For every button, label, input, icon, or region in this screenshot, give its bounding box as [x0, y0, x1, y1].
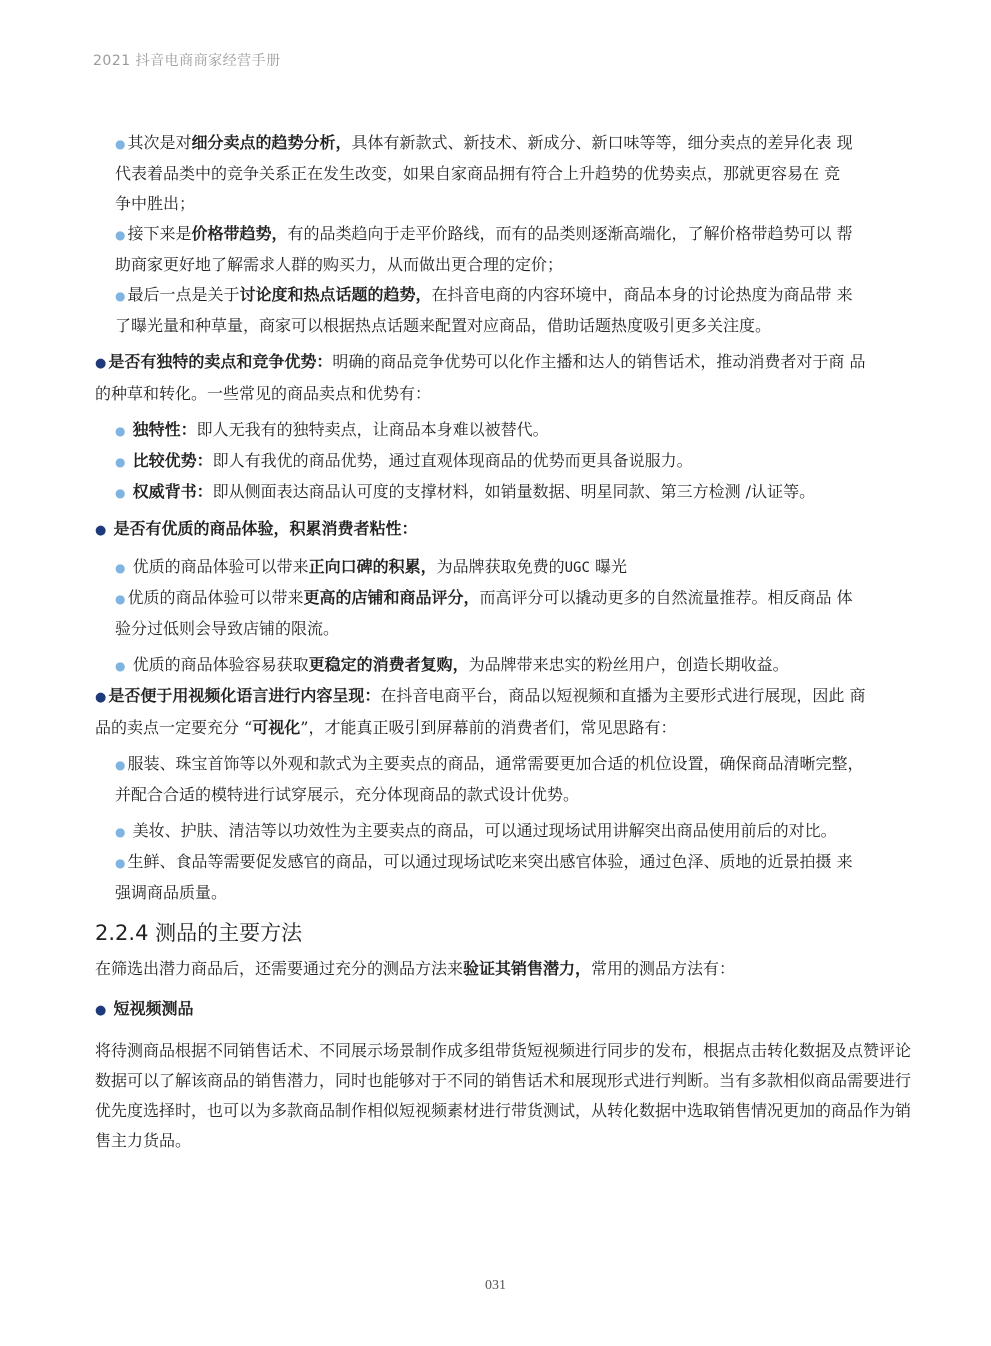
bullet-icon: ●	[115, 592, 126, 606]
running-header: 2021 抖音电商商家经营手册	[93, 53, 281, 69]
text: 在筛选出潜力商品后，还需要通过充分的测品方法来	[95, 959, 464, 978]
bullet-icon: ●	[95, 356, 107, 371]
text: 明确的商品竞争优势可以化作主播和达人的销售话术，推动消费者对于商 品	[332, 352, 866, 371]
text: 有的品类趋向于走平价路线，而有的品类则逐渐高端化，了解价格带趋势可以 帮	[287, 224, 853, 243]
bold-text: 可视化	[252, 718, 301, 737]
bullet-icon: ●	[95, 690, 107, 705]
bold-text: 是否有独特的卖点和竞争优势：	[108, 352, 333, 371]
bold-text: 更稳定的消费者复购，	[308, 655, 469, 674]
list-item	[115, 219, 920, 250]
bold-text: 权威背书：	[132, 482, 213, 501]
text: 常用的测品方法有：	[591, 959, 736, 978]
advantage-list	[95, 415, 920, 508]
text: 即从侧面表达商品认可度的支撑材料，如销量数据、明星同款、第三方检测 /认证等。	[212, 482, 816, 501]
bold-text: 细分卖点的趋势分析，	[191, 133, 352, 152]
text: 为品牌获取免费的	[436, 557, 565, 576]
bold-text: 短视频测品	[113, 999, 194, 1018]
text: 优质的商品体验容易获取	[132, 655, 309, 674]
bullet-icon: ●	[115, 455, 126, 469]
video-list	[95, 749, 920, 908]
text: 而高评分可以撬动更多的自然流量推荐。相反商品 体	[479, 588, 853, 607]
text-line: 的种草和转化。一些常见的商品卖点和优势有：	[95, 384, 432, 403]
page-body	[95, 128, 920, 1156]
text: ”，才能真正吸引到屏幕前的消费者们，常见思路有：	[300, 718, 677, 737]
text: 曝光	[595, 557, 628, 576]
text-line: 验分过低则会导致店铺的限流。	[115, 619, 340, 638]
bullet-icon: ●	[95, 1003, 107, 1018]
text-line: 争中胜出；	[115, 194, 196, 213]
list-item	[95, 347, 920, 379]
text: 即人无我有的独特卖点，让商品本身难以被替代。	[196, 420, 549, 439]
text: 在抖音电商的内容环境中，商品本身的讨论热度为商品带 来	[431, 285, 853, 304]
list-item	[115, 847, 920, 878]
bullet-icon: ●	[115, 825, 126, 839]
bold-text: 是否有优质的商品体验，积累消费者粘性：	[113, 519, 418, 538]
text-line: 强调商品质量。	[115, 883, 228, 902]
text: 即人有我优的商品优势，通过直观体现商品的优势而更具备说服力。	[212, 451, 693, 470]
list-item	[115, 583, 920, 614]
bold-text: 验证其销售潜力，	[463, 959, 592, 978]
bullet-icon: ●	[115, 561, 126, 575]
text-line: 并配合合适的模特进行试穿展示，充分体现商品的款式设计优势。	[115, 785, 580, 804]
text: 品的卖点一定要充分 “	[95, 718, 253, 737]
list-item	[115, 816, 920, 847]
text: 为品牌带来忠实的粉丝用户，创造长期收益。	[468, 655, 789, 674]
list-item	[115, 650, 920, 681]
text: UGC	[564, 560, 590, 576]
text-line: 了曝光量和种草量，商家可以根据热点话题来配置对应商品，借助话题热度吸引更多关注度。	[115, 316, 772, 335]
list-item	[95, 514, 920, 546]
bold-text: 价格带趋势，	[191, 224, 288, 243]
list-item	[115, 446, 920, 477]
bullet-icon: ●	[115, 289, 126, 303]
experience-list	[95, 552, 920, 681]
text: 最后一点是关于	[127, 285, 240, 304]
bullet-icon: ●	[115, 856, 126, 870]
text-line: 助商家更好地了解需求人群的购买力，从而做出更合理的定价；	[115, 255, 564, 274]
bold-text: 独特性：	[132, 420, 197, 439]
text: 具体有新款式、新技术、新成分、新口味等等，细分卖点的差异化表 现	[351, 133, 853, 152]
list-item	[95, 681, 920, 713]
bullet-icon: ●	[115, 486, 126, 500]
bold-text: 正向口碑的积累，	[308, 557, 437, 576]
list-item	[115, 415, 920, 446]
list-item	[115, 749, 920, 780]
text-line: 代表着品类中的竞争关系正在发生改变，如果自家商品拥有符合上升趋势的优势卖点，那就更容易在 竞	[115, 164, 841, 183]
intro-paragraph	[95, 954, 920, 984]
text: 美妆、护肤、清洁等以功效性为主要卖点的商品，可以通过现场试用讲解突出商品使用前后的对比。	[132, 821, 837, 840]
bold-text: 比较优势：	[132, 451, 213, 470]
trend-list	[95, 128, 920, 341]
bullet-icon: ●	[115, 137, 126, 151]
method-bullet	[95, 994, 920, 1026]
list-item	[115, 280, 920, 311]
text: 在抖音电商平台，商品以短视频和直播为主要形式进行展现，因此 商	[380, 686, 866, 705]
list-item	[115, 128, 920, 159]
method-description: 将待测商品根据不同销售话术、不同展示场景制作成多组带货短视频进行同步的发布，根据点击转化数据及点赞评论数据可以了解该商品的销售潜力，同时也能够对于不同的销售话术和展现形式进行判断。当有多款相似商品需要进行优先度选择时，也可以为多款商品制作相似短视频素材进行带货测试，从转化数据中选取销售情况更加的商品作为销售主力货品。	[95, 1041, 912, 1150]
text: 服装、珠宝首饰等以外观和款式为主要卖点的商品，通常需要更加合适的机位设置，确保商品清晰完整，	[127, 754, 864, 773]
bullet-icon: ●	[115, 424, 126, 438]
text: 优质的商品体验可以带来	[127, 588, 304, 607]
bold-text: 讨论度和热点话题的趋势，	[239, 285, 432, 304]
bullet-icon: ●	[115, 758, 126, 772]
text: 接下来是	[127, 224, 192, 243]
bullet-icon: ●	[115, 659, 126, 673]
list-item	[115, 477, 920, 508]
bullet-icon: ●	[95, 523, 107, 538]
page-number: 031	[485, 1278, 506, 1293]
bold-text: 是否便于用视频化语言进行内容呈现：	[108, 686, 381, 705]
bold-text: 更高的店铺和商品评分，	[303, 588, 480, 607]
list-item	[115, 552, 920, 583]
text-line	[95, 713, 920, 743]
bullet-icon: ●	[115, 228, 126, 242]
text: 优质的商品体验可以带来	[132, 557, 309, 576]
text: 生鲜、食品等需要促发感官的商品，可以通过现场试吃来突出感官体验，通过色泽、质地的近景拍摄 来	[127, 852, 853, 871]
section-heading: 2.2.4 测品的主要方法	[95, 921, 303, 945]
text: 其次是对	[127, 133, 192, 152]
